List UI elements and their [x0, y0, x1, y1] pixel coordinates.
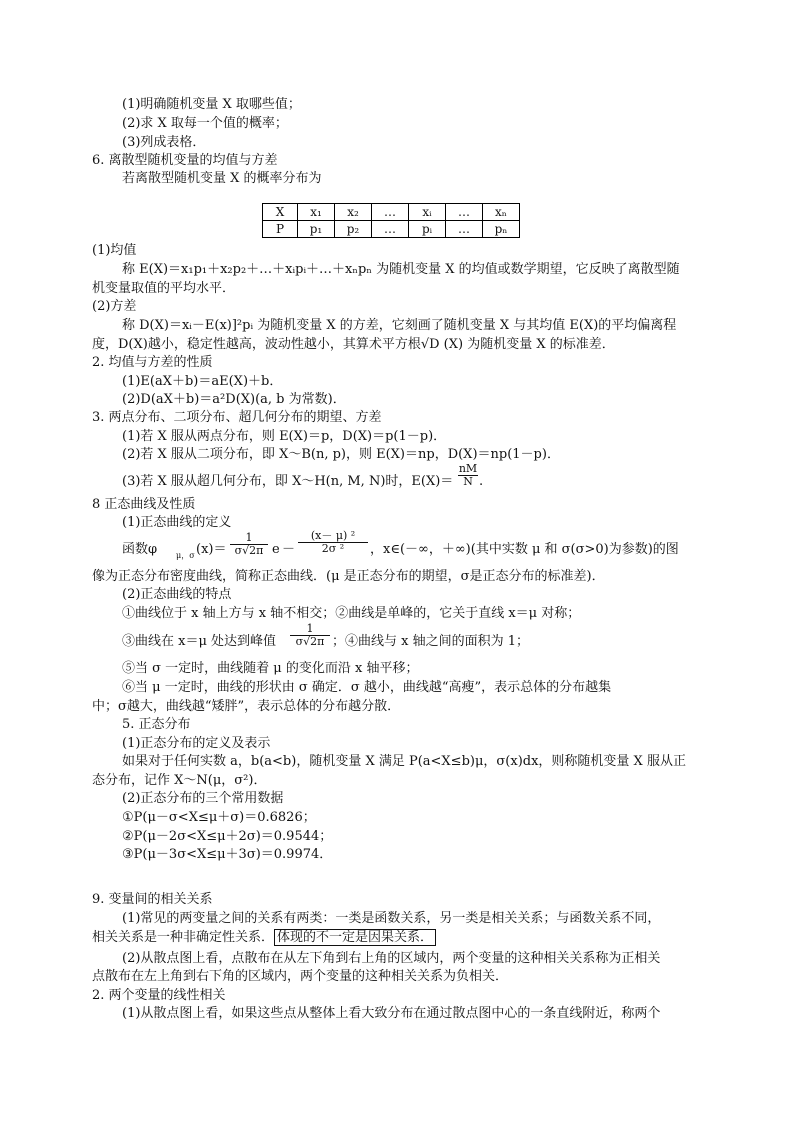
section-3-heading: 3. 两点分布、二项分布、超几何分布的期望、方差	[92, 410, 382, 425]
table-row	[263, 221, 520, 238]
table-cell: P	[263, 221, 298, 238]
fraction-numerator: 1	[245, 531, 253, 544]
fraction-numerator: 1	[306, 622, 314, 635]
step-2: (2)求 X 取每一个值的概率；	[122, 116, 288, 131]
density-fraction-1	[230, 532, 268, 557]
distribution-3-end: .	[479, 474, 484, 489]
normal-distribution-definition-title: (1)正态分布的定义及表示	[122, 736, 271, 751]
mean-line-1: 称 E(X)＝x₁p₁＋x₂p₂＋…＋xᵢpᵢ＋…＋xₙpₙ 为随机变量 X 的均值或数学期望，它反映了离散型随	[122, 262, 680, 277]
common-data-3: ③P(μ－3σ<X≤μ＋3σ)＝0.9974．	[122, 847, 333, 862]
fraction-denominator: 2σ ²	[298, 542, 368, 555]
hypergeometric-fraction	[458, 463, 478, 488]
fraction-numerator: nM	[458, 462, 478, 475]
common-data-1: ①P(μ－σ<X≤μ＋σ)＝0.6826；	[122, 810, 316, 825]
table-cell: x₂	[335, 204, 372, 221]
density-fraction-2	[298, 530, 368, 555]
feature-6-line-2: 中；σ越大，曲线越“矮胖”，表示总体的分布越分散．	[92, 699, 401, 714]
density-function-rest: ，x∈(－∞，＋∞)(其中实数 μ 和 σ(σ>0)为参数)的图	[370, 542, 679, 557]
distribution-1: (1)若 X 服从两点分布，则 E(X)＝p，D(X)＝p(1－p)．	[122, 429, 447, 444]
normal-distribution-definition-line-1: 如果对于任何实数 a，b(a<b)，随机变量 X 满足 P(a<X≤b)μ，σ(x)dx，则称随机变量 X 服从正	[122, 754, 686, 769]
density-function-x: (x)＝	[196, 542, 227, 557]
table-row	[263, 204, 520, 221]
fraction-denominator: σ√2π	[230, 544, 268, 557]
variance-line-2: 度，D(X)越小，稳定性越高，波动性越小，其算术平方根√D (X) 为随机变量 X 的标准差．	[92, 337, 615, 352]
normal-distribution-definition-line-2: 态分布，记作 X～N(μ，σ²)．	[92, 773, 267, 788]
feature-3-prefix: ③曲线在 x＝μ 处达到峰值	[122, 634, 277, 649]
feature-3-rest: ；④曲线与 x 轴之间的面积为 1；	[332, 634, 529, 649]
step-1: (1)明确随机变量 X 取哪些值；	[122, 97, 301, 112]
density-function-line-2: 像为正态分布密度曲线，简称正态曲线．(μ 是正态分布的期望，σ是正态分布的标准差)．	[92, 569, 605, 584]
section-8-heading: 8 正态曲线及性质	[92, 497, 196, 512]
fraction-denominator: σ√2π	[290, 635, 330, 648]
table-cell: x₁	[298, 204, 335, 221]
table-cell: xₙ	[483, 204, 520, 221]
common-data-2: ②P(μ－2σ<X≤μ＋2σ)＝0.9544；	[122, 829, 333, 844]
table-cell: …	[446, 221, 483, 238]
section-6-intro: 若离散型随机变量 X 的概率分布为	[122, 171, 322, 186]
scatter-line-2: 点散布在左上角到右下角的区域内，两个变量的这种相关关系为负相关．	[92, 969, 509, 984]
normal-curve-definition-title: (1)正态曲线的定义	[122, 515, 232, 530]
variance-line-1: 称 D(X)＝xᵢ－E(x)]²pᵢ 为随机变量 X 的方差，它刻画了随机变量 X 与其均值 E(X)的平均偏离程	[122, 318, 677, 333]
table-cell: …	[446, 204, 483, 221]
table-cell: …	[372, 204, 409, 221]
mean-title: (1)均值	[92, 243, 137, 258]
variance-title: (2)方差	[92, 299, 137, 314]
table-cell: p₁	[298, 221, 335, 238]
peak-value-fraction	[290, 623, 330, 648]
table-cell: X	[263, 204, 298, 221]
table-cell: pᵢ	[409, 221, 446, 238]
feature-6-line-1: ⑥当 μ 一定时，曲线的形状由 σ 确定．σ 越小，曲线越“高瘦”，表示总体的分布越集	[122, 680, 612, 695]
scatter-line-1: (2)从散点图上看，点散布在从左下角到右上角的区域内，两个变量的这种相关关系称为正相关	[122, 951, 661, 966]
step-3: (3)列成表格．	[122, 135, 206, 150]
probability-distribution-table	[262, 203, 520, 238]
section-5-heading: 5. 正态分布	[122, 717, 191, 732]
exponential-e: e	[272, 542, 280, 557]
linear-correlation-heading: 2. 两个变量的线性相关	[92, 988, 226, 1003]
table-cell: xᵢ	[409, 204, 446, 221]
section-9-heading: 9. 变量间的相关关系	[92, 892, 213, 907]
correlation-line-2	[92, 929, 436, 946]
linear-correlation-line-1: (1)从散点图上看，如果这些点从整体上看大致分布在通过散点图中心的一条直线附近，称两个	[122, 1006, 661, 1021]
common-data-title: (2)正态分布的三个常用数据	[122, 791, 284, 806]
density-function-subscript: μ，σ	[176, 551, 195, 560]
property-2: (2)D(aX＋b)＝a²D(X)(a, b 为常数)．	[122, 392, 346, 407]
causation-note: 体现的不一定是因果关系．	[274, 929, 436, 946]
table-cell: pₙ	[483, 221, 520, 238]
fraction-numerator: (x－ μ) ²	[310, 529, 356, 542]
fraction-denominator: N	[458, 475, 478, 488]
density-function-prefix: 函数φ	[122, 542, 158, 557]
table-cell: p₂	[335, 221, 372, 238]
distribution-3: (3)若 X 服从超几何分布，即 X～H(n, M, N)时，E(X)＝	[122, 474, 454, 489]
feature-1-2: ①曲线位于 x 轴上方与 x 轴不相交；②曲线是单峰的，它关于直线 x＝μ 对称；	[122, 606, 581, 621]
feature-5: ⑤当 σ 一定时，曲线随着 μ 的变化而沿 x 轴平移；	[122, 661, 419, 676]
property-1: (1)E(aX＋b)＝aE(X)＋b．	[122, 374, 283, 389]
distribution-2: (2)若 X 服从二项分布，即 X～B(n, p)，则 E(X)＝np，D(X)＝np(1－p)．	[122, 447, 560, 462]
mean-line-2: 机变量取值的平均水平．	[92, 281, 236, 296]
minus-sign: －	[282, 542, 296, 557]
correlation-line-2a: 相关关系是一种非确定性关系．	[92, 930, 275, 945]
table-cell: …	[372, 221, 409, 238]
normal-curve-features-title: (2)正态曲线的特点	[122, 587, 232, 602]
section-6-heading: 6. 离散型随机变量的均值与方差	[92, 153, 278, 168]
correlation-line-1: (1)常见的两变量之间的关系有两类：一类是函数关系，另一类是相关关系；与函数关系不同，	[122, 911, 661, 926]
section-2-heading: 2. 均值与方差的性质	[92, 355, 213, 370]
